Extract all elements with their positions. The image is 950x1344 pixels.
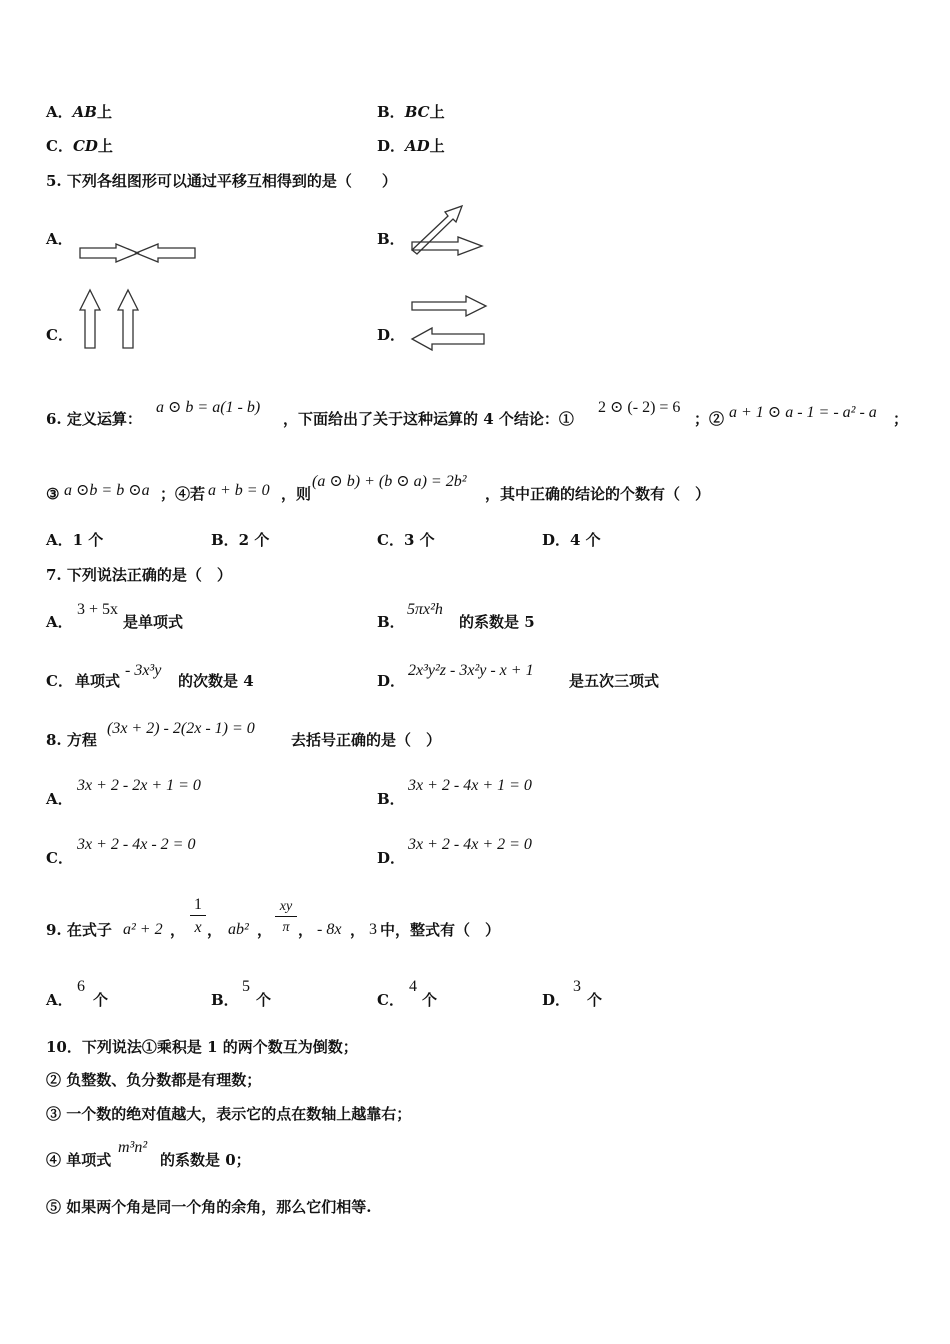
q5-figure-d-arrows	[408, 294, 490, 352]
q9-question-tail: 中，整式有（ ）	[380, 921, 501, 939]
q6-intro-text: ，下面给出了关于这种运算的 4 个结论：①	[283, 410, 574, 428]
q7-option-b-label: B．	[377, 613, 405, 631]
q7-option-d-label: D．	[377, 672, 406, 690]
q10-statement-5: ⑤ 如果两个角是同一个角的余角，那么它们相等.	[46, 1198, 372, 1216]
q6-option-a: A．1 个	[46, 531, 104, 549]
q6-label: 6. 定义运算：	[46, 410, 142, 428]
q9-expression-3: ab²	[228, 921, 249, 938]
q9-option-b-unit: 个	[256, 991, 272, 1009]
q9-option-d-label: D．	[542, 991, 571, 1009]
q6-conclusion-4-condition: a + b = 0	[208, 482, 270, 499]
q9-comma-2: ，	[207, 921, 223, 939]
q9-option-c-unit: 个	[422, 991, 438, 1009]
q4-option-c: C．CD上	[46, 137, 113, 155]
q9-comma-4: ，	[298, 921, 314, 939]
q8-option-b-expression: 3x + 2 - 4x + 1 = 0	[408, 777, 532, 794]
q10-statement-4-prefix: ④ 单项式	[46, 1151, 112, 1169]
q8-label: 8. 方程	[46, 731, 97, 749]
q7-option-d-expression: 2x³y²z - 3x²y - x + 1	[408, 662, 534, 679]
q9-expression-6: 3	[369, 921, 377, 938]
q6-conclusion-3: a ⊙b = b ⊙a	[64, 482, 150, 499]
q7-stem: 7. 下列说法正确的是（ ）	[46, 566, 232, 584]
q6-separator-2: ；②	[694, 410, 725, 428]
q7-option-a-expression: 3 + 5x	[77, 601, 119, 618]
q9-option-d-unit: 个	[587, 991, 603, 1009]
q6-conclusion-4: (a ⊙ b) + (b ⊙ a) = 2b²	[312, 473, 467, 490]
q5-option-a-label: A．	[46, 230, 73, 248]
q9-label: 9. 在式子	[46, 921, 112, 939]
q8-option-a-label: A．	[46, 790, 73, 808]
q5-option-b-label: B．	[377, 230, 405, 248]
q9-comma-5: ，	[350, 921, 366, 939]
q7-option-d-text: 是五次三项式	[569, 672, 660, 690]
q9-fraction-2-numerator: xy	[279, 899, 293, 914]
q8-option-b-label: B．	[377, 790, 405, 808]
q9-option-c-label: C．	[377, 991, 404, 1009]
q8-option-a-expression: 3x + 2 - 2x + 1 = 0	[77, 777, 201, 794]
q9-comma-1: ，	[170, 921, 186, 939]
q7-option-b-expression: 5πx²h	[407, 601, 443, 618]
q6-conclusion-4-prefix: ；④若	[160, 485, 206, 503]
q4-option-d: D．AD上	[377, 137, 445, 155]
q5-option-d-label: D．	[377, 326, 406, 344]
q8-option-c-expression: 3x + 2 - 4x - 2 = 0	[77, 836, 196, 853]
q7-option-c-expression: - 3x³y	[125, 662, 162, 679]
q9-option-a-number: 6	[77, 978, 85, 995]
q7-option-c-text: 的次数是 4	[178, 672, 254, 690]
q6-option-c: C．3 个	[377, 531, 435, 549]
q6-conclusion-3-mark: ③	[46, 485, 60, 503]
q6-question-tail: ，其中正确的结论的个数有（ ）	[485, 485, 711, 503]
q9-option-b-number: 5	[242, 978, 250, 995]
q5-figure-c-arrows	[76, 288, 142, 350]
q5-option-c-label: C．	[46, 326, 73, 344]
q7-option-c-prefix: 单项式	[75, 672, 121, 690]
q10-statement-3: ③ 一个数的绝对值越大，表示它的点在数轴上越靠右；	[46, 1105, 412, 1123]
q8-option-c-label: C．	[46, 849, 73, 867]
q9-option-c-number: 4	[409, 978, 417, 995]
q7-option-a-label: A．	[46, 613, 73, 631]
q9-fraction-2-denominator: π	[282, 920, 290, 935]
q6-conclusion-1: 2 ⊙ (- 2) = 6	[598, 399, 681, 416]
q9-expression-5: - 8x	[317, 921, 342, 938]
q6-conclusion-4-then: ，则	[281, 485, 312, 503]
q9-option-b-label: B．	[211, 991, 239, 1009]
q10-statement-4-suffix: 的系数是 0；	[160, 1151, 251, 1169]
q9-option-d-number: 3	[573, 978, 581, 995]
q6-option-b: B．2 个	[211, 531, 270, 549]
q9-fraction-1	[190, 895, 206, 940]
q8-question-tail: 去括号正确的是（ ）	[291, 731, 442, 749]
q8-equation: (3x + 2) - 2(2x - 1) = 0	[107, 720, 255, 737]
q9-option-a-label: A．	[46, 991, 73, 1009]
q8-option-d-expression: 3x + 2 - 4x + 2 = 0	[408, 836, 532, 853]
q4-option-b: B．BC上	[377, 103, 445, 121]
q10-statement-2: ② 负整数、负分数都是有理数；	[46, 1071, 262, 1089]
q6-definition-formula: a ⊙ b = a(1 - b)	[156, 399, 261, 416]
q5-figure-a-arrows	[78, 236, 198, 270]
q6-option-d: D．4 个	[542, 531, 601, 549]
q10-stem: 10．下列说法①乘积是 1 的两个数互为倒数；	[46, 1038, 358, 1056]
q8-option-d-label: D．	[377, 849, 406, 867]
q10-statement-4-monomial: m³n²	[118, 1139, 148, 1156]
q6-conclusion-2: a + 1 ⊙ a - 1 = - a² - a	[729, 404, 877, 421]
q7-option-b-text: 的系数是 5	[459, 613, 535, 631]
q6-separator-end: ；	[893, 410, 909, 428]
q7-option-c-label: C．	[46, 672, 73, 690]
q9-fraction-1-denominator: x	[194, 919, 202, 936]
q9-fraction-1-numerator: 1	[194, 896, 202, 913]
q5-stem: 5. 下列各组图形可以通过平移互相得到的是（ ）	[46, 172, 397, 190]
q9-comma-3: ，	[257, 921, 273, 939]
q9-fraction-2	[275, 898, 297, 939]
q5-figure-b-arrows	[408, 202, 488, 264]
q9-expression-1: a² + 2	[123, 921, 163, 938]
q9-option-a-unit: 个	[93, 991, 109, 1009]
q4-option-a: A．AB上	[46, 103, 112, 121]
q7-option-a-text: 是单项式	[123, 613, 184, 631]
